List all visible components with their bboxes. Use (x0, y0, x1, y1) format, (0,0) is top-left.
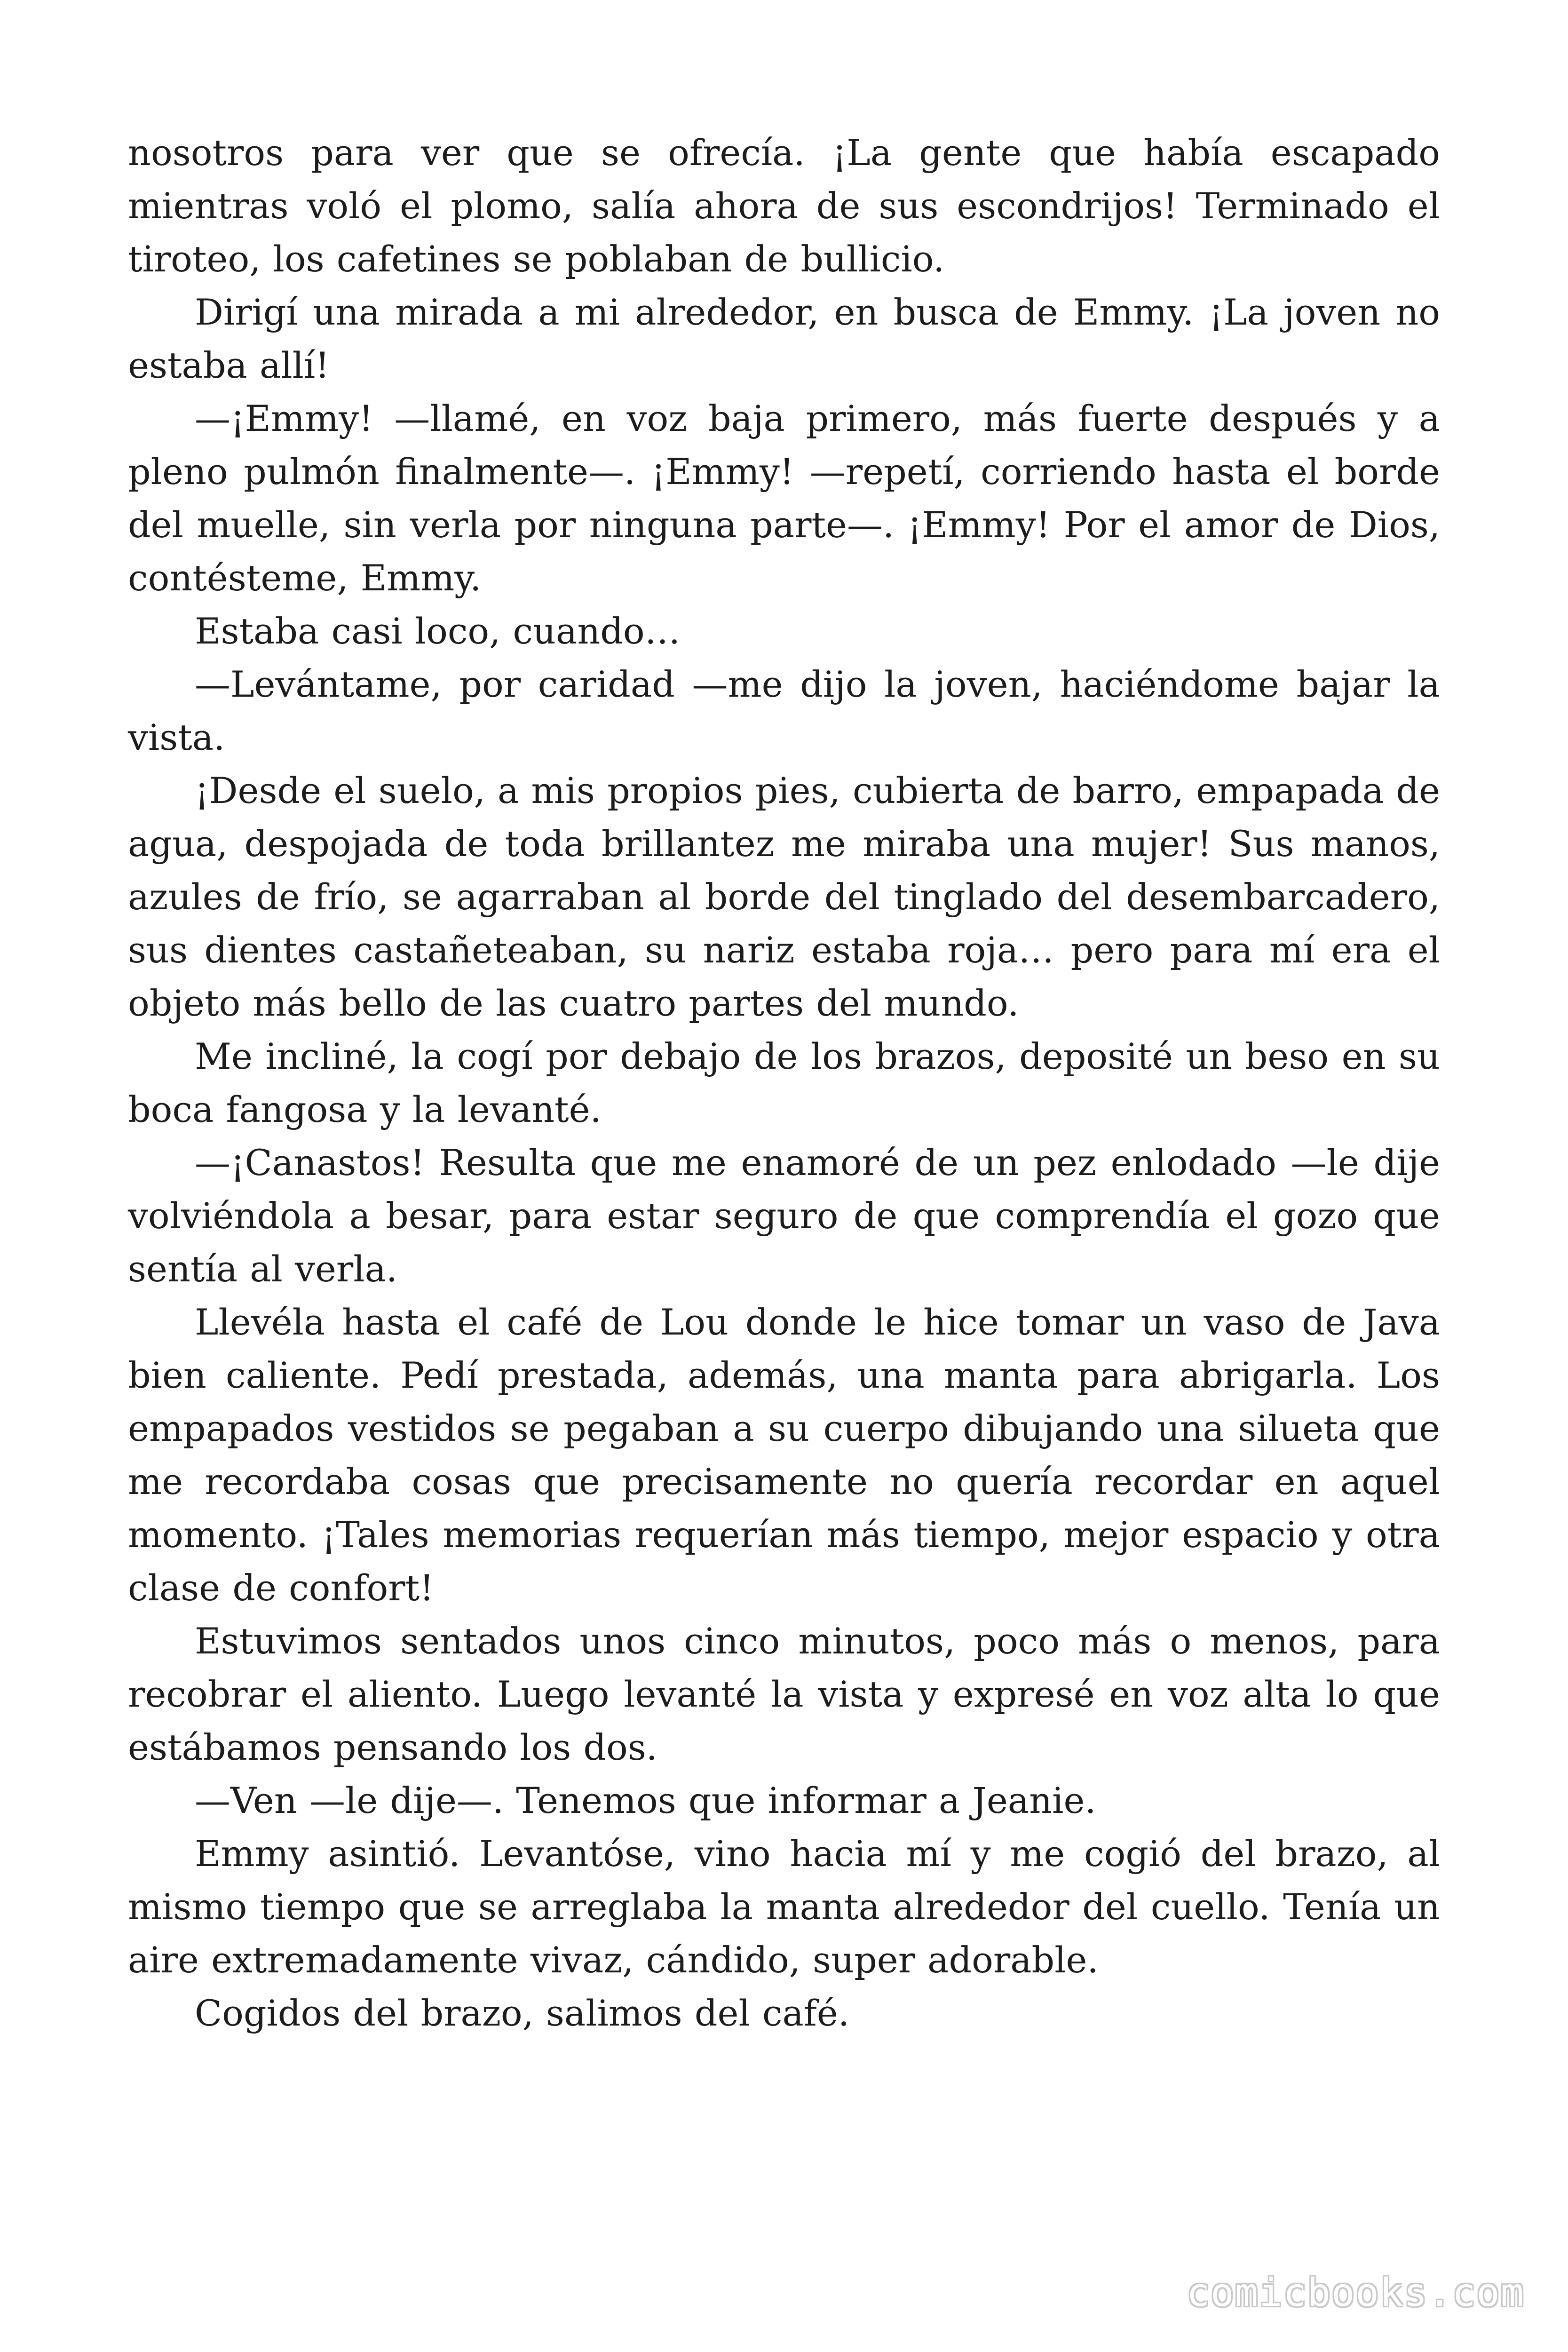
paragraph: —Ven —le dije—. Tenemos que informar a Jeanie. (195, 1780, 1096, 1821)
paragraph: Llevéla hasta el café de Lou donde le hice tomar un vaso de Java bien caliente. Pedí prestada, además, una manta para abrigarla. Los empapados vestidos se pegaban a su cuerpo dibujando una silueta que me recordaba cosas que precisamente no quería recordar en aquel momento. ¡Tales memorias requerían más tiempo, mejor espacio y otra clase de confort! (128, 1301, 1440, 1609)
watermark: comicbooks.com (1186, 2271, 1525, 2315)
paragraph: Emmy asintió. Levantóse, vino hacia mí y me cogió del brazo, al mismo tiempo que se arreglaba la manta alrededor del cuello. Tenía un aire extremadamente vivaz, cándido, super adorable. (128, 1833, 1440, 1981)
paragraph: —¡Emmy! —llamé, en voz baja primero, más fuerte después y a pleno pulmón finalmente—. ¡Emmy! —repetí, corriendo hasta el borde del muelle, sin verla por ninguna parte—. ¡Emmy! Por el amor de Dios, contésteme, Emmy. (128, 397, 1440, 599)
paragraph: nosotros para ver que se ofrecía. ¡La gente que había escapado mientras voló el plomo, salía ahora de sus escondrijos! Terminado el tiroteo, los cafetines se poblaban de bullicio. (128, 132, 1440, 280)
paragraph: Estuvimos sentados unos cinco minutos, poco más o menos, para recobrar el aliento. Luego levanté la vista y expresé en voz alta lo que estábamos pensando los dos. (128, 1620, 1440, 1768)
page-body (128, 126, 1440, 2040)
paragraph: —¡Canastos! Resulta que me enamoré de un pez enlodado —le dije volviéndola a besar, para estar seguro de que comprendía el gozo que sentía al verla. (128, 1142, 1440, 1290)
paragraph: —Levántame, por caridad —me dijo la joven, haciéndome bajar la vista. (128, 663, 1440, 758)
paragraph: ¡Desde el suelo, a mis propios pies, cubierta de barro, empapada de agua, despojada de toda brillantez me miraba una mujer! Sus manos, azules de frío, se agarraban al borde del tinglado del desembarcadero, sus dientes castañeteaban, su nariz estaba roja… pero para mí era el objeto más bello de las cuatro partes del mundo. (128, 770, 1440, 1024)
paragraph: Cogidos del brazo, salimos del café. (195, 1992, 850, 2034)
paragraph: Me incliné, la cogí por debajo de los brazos, deposité un beso en su boca fangosa y la levanté. (128, 1035, 1440, 1130)
paragraph: Dirigí una mirada a mi alrededor, en busca de Emmy. ¡La joven no estaba allí! (128, 291, 1440, 386)
paragraph: Estaba casi loco, cuando… (195, 610, 681, 652)
